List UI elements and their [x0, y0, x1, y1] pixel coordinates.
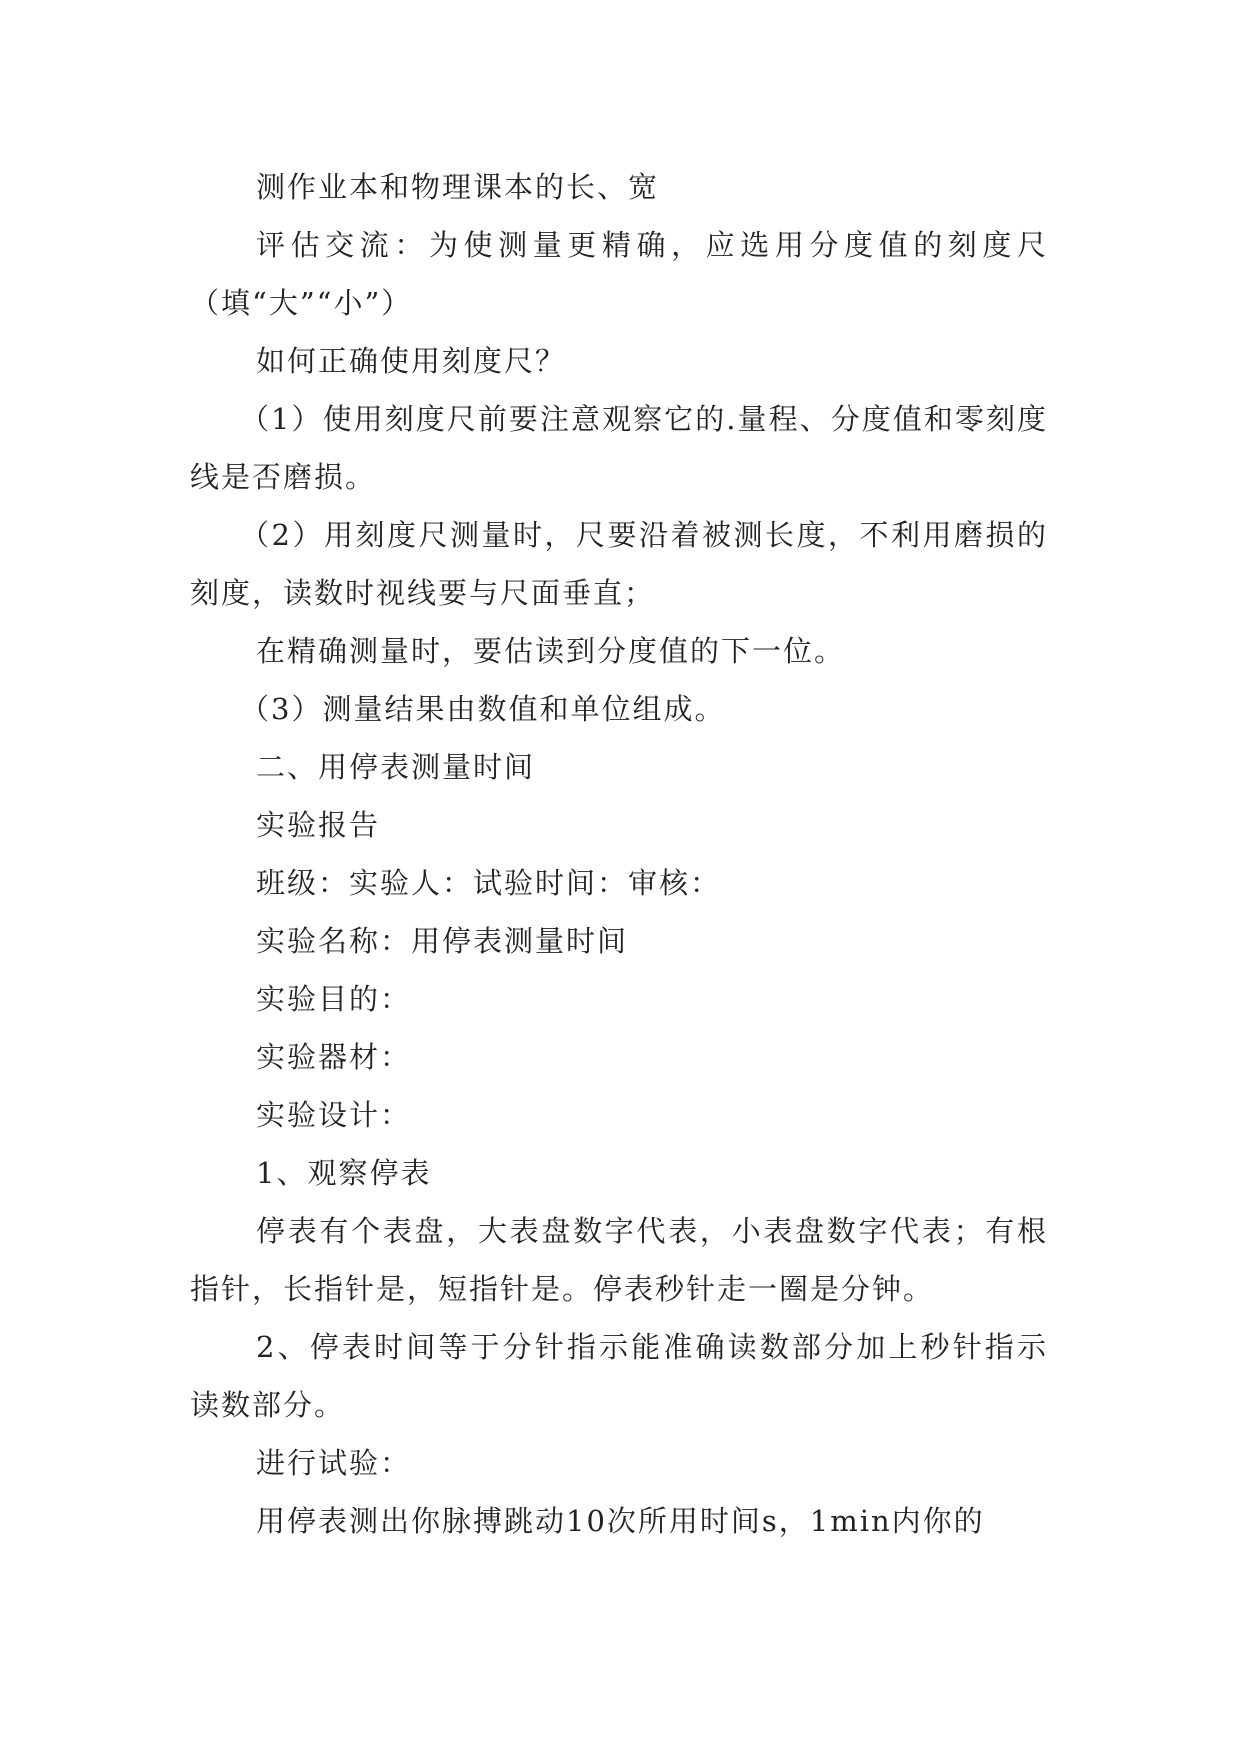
- paragraph-pulse-measure: 用停表测出你脉搏跳动10次所用时间s，1min内你的: [256, 1504, 985, 1538]
- paragraph-step-1: （1）使用刻度尺前要注意观察它的.量程、分度值和零刻度线是否磨损。: [190, 402, 1048, 494]
- paragraph-measure-book: 测作业本和物理课本的长、宽: [256, 170, 660, 204]
- paragraph-stopwatch-dials: 停表有个表盘，大表盘数字代表，小表盘数字代表；有根指针，长指针是，短指针是。停表秒针走一圈是分钟。: [190, 1214, 1048, 1306]
- paragraph-report-fields: 班级：实验人：试验时间：审核：: [256, 866, 722, 900]
- paragraph-conduct-experiment: 进行试验：: [256, 1446, 412, 1480]
- section-heading-stopwatch: 二、用停表测量时间: [256, 750, 536, 784]
- paragraph-how-to-use-ruler: 如何正确使用刻度尺？: [256, 344, 567, 378]
- paragraph-experiment-purpose: 实验目的：: [256, 982, 412, 1016]
- paragraph-stopwatch-reading: 2、停表时间等于分针指示能准确读数部分加上秒针指示读数部分。: [190, 1330, 1048, 1422]
- paragraph-report-title: 实验报告: [256, 808, 381, 842]
- document-body: [190, 158, 1048, 1550]
- paragraph-experiment-equipment: 实验器材：: [256, 1040, 412, 1074]
- paragraph-step-2: （2）用刻度尺测量时，尺要沿着被测长度，不利用磨损的刻度，读数时视线要与尺面垂直；: [190, 518, 1048, 610]
- paragraph-experiment-design: 实验设计：: [256, 1098, 412, 1132]
- paragraph-experiment-name: 实验名称：用停表测量时间: [256, 924, 629, 958]
- paragraph-estimate: 在精确测量时，要估读到分度值的下一位。: [256, 634, 846, 668]
- paragraph-evaluation: 评估交流：为使测量更精确，应选用分度值的刻度尺（填“大”“小”）: [190, 228, 1048, 320]
- paragraph-step-3: （3）测量结果由数值和单位组成。: [240, 692, 726, 726]
- paragraph-observe-stopwatch: 1、观察停表: [256, 1156, 432, 1190]
